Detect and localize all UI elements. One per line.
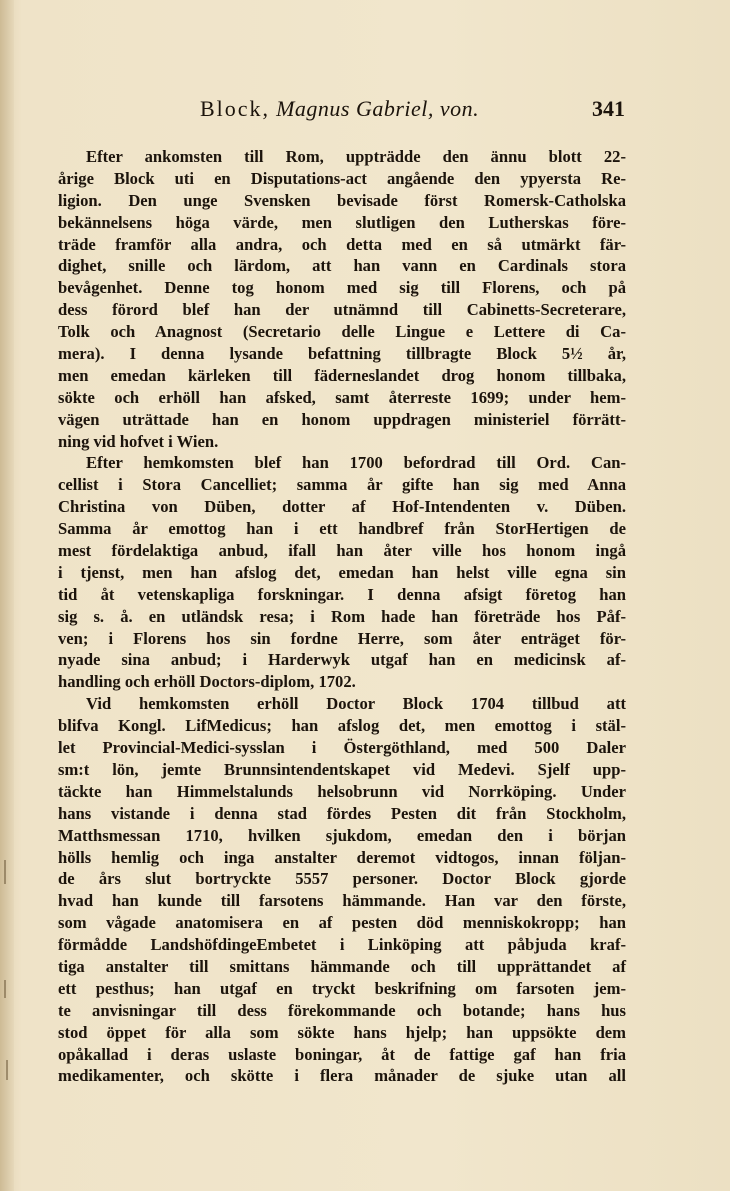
- text-line: mest fördelaktiga anbud, ifall han åter ville hos honom ingå: [58, 541, 626, 561]
- text-line: träde framför alla andra, och detta med en så utmärkt fär-: [58, 234, 626, 254]
- page-number: 341: [592, 96, 625, 121]
- text-line: sökte och erhöll han afsked, samt återreste 1699; under hem-: [58, 387, 626, 407]
- text-line: opåkallad i deras uslaste boningar, åt de fattige gaf han fria: [58, 1044, 626, 1064]
- text-line: bekännelsens höga värde, men slutligen den Lutherskas före-: [58, 212, 626, 232]
- text-line: täckte han Himmelstalunds helsobrunn vid Norrköping. Under: [58, 781, 626, 801]
- text-line: stod öppet för alla som sökte hans hjelp; han uppsökte dem: [58, 1022, 626, 1042]
- text-line: te anvisningar till dess förekommande och botande; hans hus: [58, 1000, 626, 1020]
- running-head-surname: Block,: [200, 96, 271, 121]
- text-line: ligion. Den unge Svensken bevisade först Romersk-Catholska: [58, 190, 626, 210]
- text-line: som vågade anatomisera en af pesten död menniskokropp; han: [58, 913, 626, 933]
- margin-mark: [4, 860, 6, 884]
- text-line: de års slut bortryckte 5557 personer. Doctor Block gjorde: [58, 869, 626, 889]
- text-line: let Provincial-Medici-sysslan i Östergöthland, med 500 Daler: [58, 738, 626, 758]
- text-line: ning vid hofvet i Wien.: [58, 431, 219, 451]
- text-line: tid åt vetenskapliga forskningar. I denna afsigt företog han: [58, 584, 626, 604]
- text-line: Efter ankomsten till Rom, uppträdde den ännu blott 22-: [86, 147, 626, 166]
- text-line: blifva Kongl. LifMedicus; han afslog det, men emottog i stäl-: [58, 716, 626, 736]
- text-line: hans vistande i denna stad fördes Pesten dit från Stockholm,: [58, 803, 626, 823]
- text-line: Christina von Düben, dotter af Hof-Intendenten v. Düben.: [58, 497, 626, 517]
- text-line: cellist i Stora Cancelliet; samma år gifte han sig med Anna: [58, 475, 626, 495]
- text-line: i tjenst, men han afslog det, emedan han helst ville egna sin: [58, 562, 626, 582]
- text-line: hölls hemlig och inga anstalter deremot vidtogos, innan följan-: [58, 847, 626, 867]
- text-line: sig s. å. en utländsk resa; i Rom hade han företräde hos Påf-: [58, 606, 626, 626]
- page-binding-edge: [0, 0, 14, 1191]
- text-line: sm:t lön, jemte Brunnsintendentskapet vid Medevi. Sjelf upp-: [58, 759, 626, 779]
- text-line: vägen uträttade han en honom uppdragen ministeriel förrätt-: [58, 409, 626, 429]
- text-line: bevågenhet. Denne tog honom med sig till Florens, och på: [58, 278, 626, 298]
- text-line: Matthsmessan 1710, hvilken sjukdom, emedan den i början: [58, 825, 626, 845]
- text-line: tiga anstalter till smittans hämmande och till upprättandet af: [58, 956, 626, 976]
- text-line: Samma år emottog han i ett handbref från StorHertigen de: [58, 519, 626, 539]
- margin-mark: [4, 980, 6, 998]
- text-line: ven; i Florens hos sin fordne Herre, som åter enträget för-: [58, 628, 626, 648]
- text-line: mera). I denna lysande befattning tillbragte Block 5½ år,: [58, 344, 626, 364]
- text-line: nyade sina anbud; i Harderwyk utgaf han en medicinsk af-: [58, 650, 626, 670]
- running-head: [200, 96, 479, 122]
- text-line: medikamenter, och skötte i flera månader de sjuke utan all: [58, 1066, 626, 1086]
- text-line: årige Block uti en Disputations-act angående den ypyersta Re-: [58, 168, 626, 188]
- text-line: men emedan kärleken till fäderneslandet drog honom tillbaka,: [58, 365, 626, 385]
- text-line: dess förord blef han der utnämnd till Cabinetts-Secreterare,: [58, 300, 626, 320]
- text-line: handling och erhöll Doctors-diplom, 1702.: [58, 672, 356, 692]
- text-line: ett pesthus; han utgaf en tryckt beskrifning om farsoten jem-: [58, 978, 626, 998]
- text-line: dighet, snille och lärdom, att han vann en Cardinals stora: [58, 256, 626, 276]
- text-line: Efter hemkomsten blef han 1700 befordrad till Ord. Can-: [86, 453, 626, 473]
- body-text: [58, 146, 626, 1087]
- running-head-given-name: Magnus Gabriel, von.: [276, 96, 480, 121]
- text-line: Tolk och Anagnost (Secretario delle Lingue e Lettere di Ca-: [58, 322, 626, 342]
- text-line: Vid hemkomsten erhöll Doctor Block 1704 tillbud att: [86, 694, 626, 714]
- text-line: förmådde LandshöfdingeEmbetet i Linköping att påbjuda kraf-: [58, 935, 626, 955]
- margin-mark: [6, 1060, 8, 1080]
- page-header: [60, 96, 625, 130]
- text-line: hvad han kunde till farsotens hämmande. Han var den förste,: [58, 891, 626, 911]
